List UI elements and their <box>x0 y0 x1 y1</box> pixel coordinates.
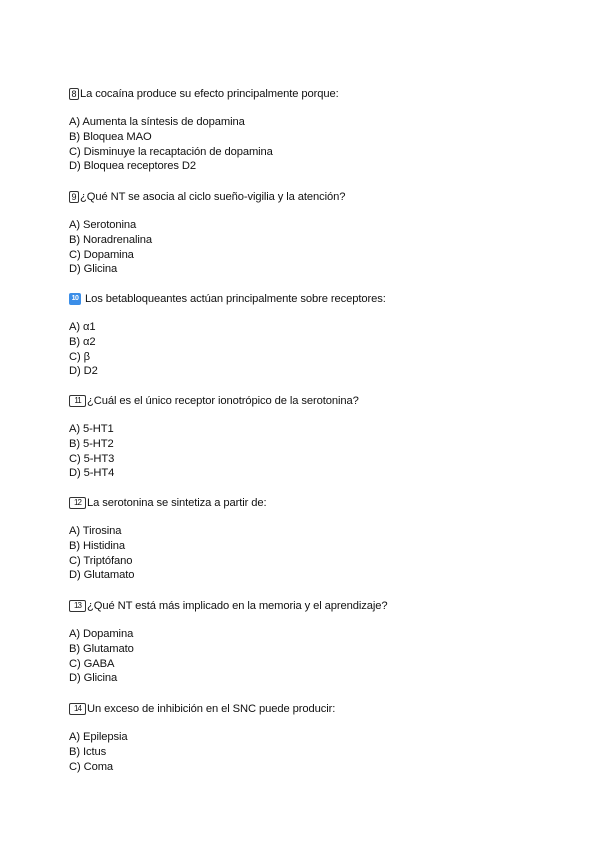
option-d: D) Glicina <box>69 263 118 276</box>
option-a: A) Serotonina <box>69 219 137 231</box>
option-c: C) Coma <box>69 760 114 773</box>
question-text: Los betabloqueantes actúan principalmente sobre receptores: <box>85 293 386 305</box>
option-b: B) Noradrenalina <box>69 233 152 246</box>
option-a: A) Tirosina <box>69 525 122 537</box>
question-number-badge: 11 <box>69 395 86 407</box>
option-b: B) Histidina <box>69 539 125 552</box>
options-list <box>69 218 569 277</box>
options-list <box>69 730 569 774</box>
question-text: ¿Qué NT se asocia al ciclo sueño-vigilia y la atención? <box>80 191 346 203</box>
option-c: C) Disminuye la recaptación de dopamina <box>69 145 273 158</box>
options-list <box>69 115 569 174</box>
question-11 <box>69 393 569 481</box>
question-heading <box>69 598 569 614</box>
question-12 <box>69 495 569 583</box>
question-number-badge: 13 <box>69 600 86 612</box>
option-c: C) 5-HT3 <box>69 452 115 465</box>
option-d: D) Glicina <box>69 672 118 685</box>
question-heading <box>69 701 569 717</box>
question-9 <box>69 189 569 277</box>
question-heading <box>69 495 569 511</box>
option-d: D) D2 <box>69 365 98 378</box>
option-c: C) GABA <box>69 657 115 670</box>
question-heading <box>69 189 569 205</box>
option-b: B) Bloquea MAO <box>69 130 152 143</box>
option-b: B) α2 <box>69 335 96 348</box>
option-d: D) Bloquea receptores D2 <box>69 160 196 173</box>
option-a: A) Epilepsia <box>69 731 128 743</box>
question-heading <box>69 393 569 409</box>
question-number-badge: 10 <box>69 293 81 305</box>
options-list <box>69 524 569 583</box>
question-13 <box>69 598 569 686</box>
question-number-badge: 12 <box>69 497 86 509</box>
option-d: D) 5-HT4 <box>69 467 115 480</box>
question-10 <box>69 291 569 379</box>
question-heading <box>69 86 569 102</box>
question-heading <box>69 291 569 307</box>
options-list <box>69 422 569 481</box>
question-number-badge: 8 <box>69 88 79 100</box>
question-number-badge: 14 <box>69 703 86 715</box>
option-d: D) Glutamato <box>69 569 135 582</box>
option-a: A) 5-HT1 <box>69 423 114 435</box>
option-a: A) Aumenta la síntesis de dopamina <box>69 116 245 128</box>
option-b: B) Glutamato <box>69 642 134 655</box>
option-b: B) Ictus <box>69 745 107 758</box>
question-text: La serotonina se sintetiza a partir de: <box>87 497 267 509</box>
question-text: ¿Qué NT está más implicado en la memoria y el aprendizaje? <box>87 600 388 612</box>
question-text: La cocaína produce su efecto principalmente porque: <box>80 88 339 100</box>
option-c: C) β <box>69 350 90 363</box>
question-8 <box>69 86 569 174</box>
question-14 <box>69 701 569 774</box>
question-text: Un exceso de inhibición en el SNC puede producir: <box>87 703 336 715</box>
option-a: A) Dopamina <box>69 628 134 640</box>
option-a: A) α1 <box>69 321 96 333</box>
question-number-badge: 9 <box>69 191 79 203</box>
option-c: C) Triptófano <box>69 554 133 567</box>
options-list <box>69 627 569 686</box>
option-c: C) Dopamina <box>69 248 134 261</box>
option-b: B) 5-HT2 <box>69 437 114 450</box>
question-text: ¿Cuál es el único receptor ionotrópico de la serotonina? <box>87 395 359 407</box>
options-list <box>69 320 569 379</box>
